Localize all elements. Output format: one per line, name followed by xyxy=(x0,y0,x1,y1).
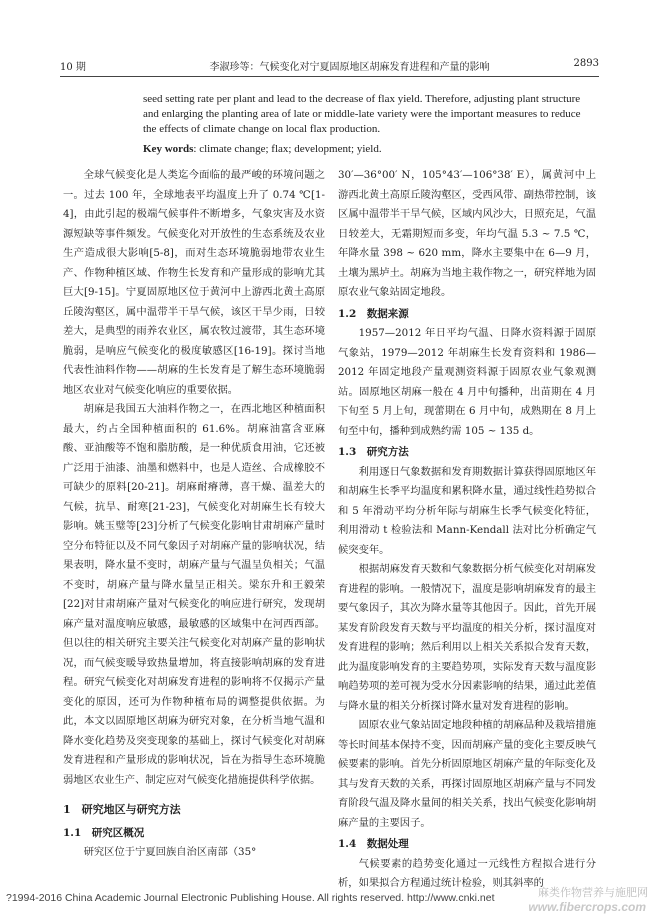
method-paragraph-2: 根据胡麻发育天数和气象数据分析气候变化对胡麻发育进程的影响。一般情况下，温度是影响胡麻发育的最主要气象因子，其次为降水量等其他因子。因此，首先开展某发育阶段发育天数与平均温度的相关分析，探讨温度对发育进程的影响；然后利用以上相关关系拟合发育天数，此为温度影响发育的主要趋势项，实际发育天数与温度影响趋势项的差可视为受水分因素影响的结果，通过此差值与降水量的相关分析探讨降水量对发育进程的影响。 xyxy=(338,563,596,712)
keywords-label: Key words xyxy=(143,143,194,155)
page-footer xyxy=(0,880,654,919)
section-1-heading: 1 研究地区与研究方法 xyxy=(63,803,181,816)
study-area-text: 研究区位于宁夏回族自治区南部（35° xyxy=(83,846,257,858)
watermark-url: www.fibercrops.com xyxy=(528,900,646,914)
subsection-1-4-heading: 1.4 数据处理 xyxy=(338,838,409,850)
watermark-chinese: 麻类作物营养与施肥网 xyxy=(538,886,648,899)
subsection-1-2-heading: 1.2 数据来源 xyxy=(338,307,409,320)
running-title: 李淑珍等：气候变化对宁夏固原地区胡麻发育进程和产量的影响 xyxy=(209,62,490,73)
subsection-1-1-heading: 1.1 研究区概况 xyxy=(63,826,145,839)
method-paragraph-3: 固原农业气象站固定地段种植的胡麻品种及栽培措施等长时间基本保持不变，因而胡麻产量的变化主要反映气候要素的影响。首先分析固原地区胡麻产量的年际变化及其与发育天数的关系，再探讨固原地区胡麻产量与不同发育阶段气温及降水量间的相关关系，找出气候变化影响胡麻产量的主要因子。 xyxy=(338,719,596,829)
data-processing-paragraph: 气候要素的趋势变化通过一元线性方程拟合进行分析，如果拟合方程通过统计检验，则其斜率的 xyxy=(338,857,596,889)
page-number: 2893 xyxy=(573,58,599,69)
intro-paragraph-2: 胡麻是我国五大油料作物之一，在西北地区种植面积最大，约占全国种植面积的 61.6%。胡麻油富含亚麻酸、亚油酸等不饱和脂肪酸，是一种优质食用油，它还被广泛用于油漆、油墨和燃料中，也是人造丝、合成橡胶不可缺少的原料[20-21]。胡麻耐瘠薄，喜干燥、温差大的气候，抗旱、耐寒[21-23]，气候变化对胡麻生长有较大影响。姚玉璧等[23]分析了气候变化影响甘肃胡麻产量时空分布特征以及不同气象因子对胡麻产量的影响状况，结果表明，降水量不变时，胡麻产量与气温呈负相关；气温不变时，胡麻产量与降水量呈正相关。梁东升和王毅荣[22]对甘肃胡麻产量对气候变化的响应进行研究，发现胡麻产量对温度响应敏感，最敏感的区域集中在河西西部。但以往的相关研究主要关注气候变化对胡麻产量的影响状况，而气候变暖导致热量增加，将直接影响胡麻的发育进程。研究气候变化对胡麻发育进程的影响将不仅揭示产量变化的原因，还可为作物种植布局的调整提供依据。为此，本文以固原地区胡麻为研究对象，在分析当地气温和降水变化趋势及突变现象的基础上，探讨气候变化对胡麻发育进程和产量形成的影响状况，旨在为指导生态环境脆弱地区农业生产、制定应对气候变化措施提供科学依据。 xyxy=(63,403,325,786)
method-paragraph-1: 利用逐日气象数据和发育期数据计算获得固原地区年和胡麻生长季平均温度和累积降水量，通过线性趋势拟合和 5 年滑动平均分析年际与胡麻生长季气候变化特征，利用滑动 t 检验法和 Mann-Kendall 法对比分析确定气候突变年。 xyxy=(338,465,596,556)
issue-label: 10 期 xyxy=(60,62,86,73)
right-column xyxy=(338,166,596,894)
left-column xyxy=(63,166,325,863)
intro-paragraph-1: 全球气候变化是人类迄今面临的最严峻的环境问题之一。过去 100 年，全球地表平均温度上升了 0.74 ℃[1-4]，由此引起的极端气候事件不断增多，气象灾害及水资源短缺等事件频发。气候变化对开放性的生态系统及农业生产造成很大影响[5-8]，而对生态环境脆弱地带农业生产、作物种植区域、作物生长发育和产量形成的影响尤其巨大[9-15]。宁夏固原地区位于黄河中上游西北黄土高原丘陵沟壑区，属中温带半干旱气候，该区干旱少雨，日较差大，是典型的雨养农业区，属农牧过渡带，其生态环境脆弱，是响应气候变化的极度敏感区[16-19]。探讨当地代表性油料作物——胡麻的生长发育是了解生态环境脆弱地区农业对气候变化响应的重要依据。 xyxy=(63,169,325,396)
copyright-notice: ?1994-2016 China Academic Journal Electronic Publishing House. All rights reserved. http://www.cnki.net xyxy=(6,892,495,904)
running-header xyxy=(60,50,599,76)
header-divider xyxy=(60,76,599,77)
keywords-line xyxy=(143,143,594,155)
study-area-continued: 30′—36°00′ N，105°43′—106°38′ E），属黄河中上游西北黄土高原丘陵沟壑区，受西风带、副热带控制，该区属中温带半干旱气候，区域内风沙大，日照充足，气温日较差大，无霜期短而多变，年均气温 5.3 ~ 7.5 ℃，年降水量 398 ~ 620 mm，降水主要集中在 6—9 月，土壤为黑垆土。胡麻为当地主栽作物之一，研究样地为固原农业气象站固定地段。 xyxy=(338,169,596,298)
abstract-english: seed setting rate per plant and lead to the decrease of flax yield. Therefore, adjusting plant structure and enlarging the planting area of late or middle-late variety were the important measures to reduce the effects of climate change on local flax production. xyxy=(143,93,581,135)
keywords-text: : climate change; flax; development; yield. xyxy=(193,143,382,155)
data-source-paragraph: 1957—2012 年日平均气温、日降水资料源于固原气象站，1979—2012 年胡麻生长发育资料和 1986—2012 年固定地段产量观测资料源于固原农业气象观测站。固原地区胡麻一般在 4 月中旬播种，出苗期在 4 月下旬至 5 月上旬，现蕾期在 6 月中旬，成熟期在 8 月上旬至中旬，播种到成熟约需 105 ~ 135 d。 xyxy=(338,327,596,437)
subsection-1-3-heading: 1.3 研究方法 xyxy=(338,446,409,458)
